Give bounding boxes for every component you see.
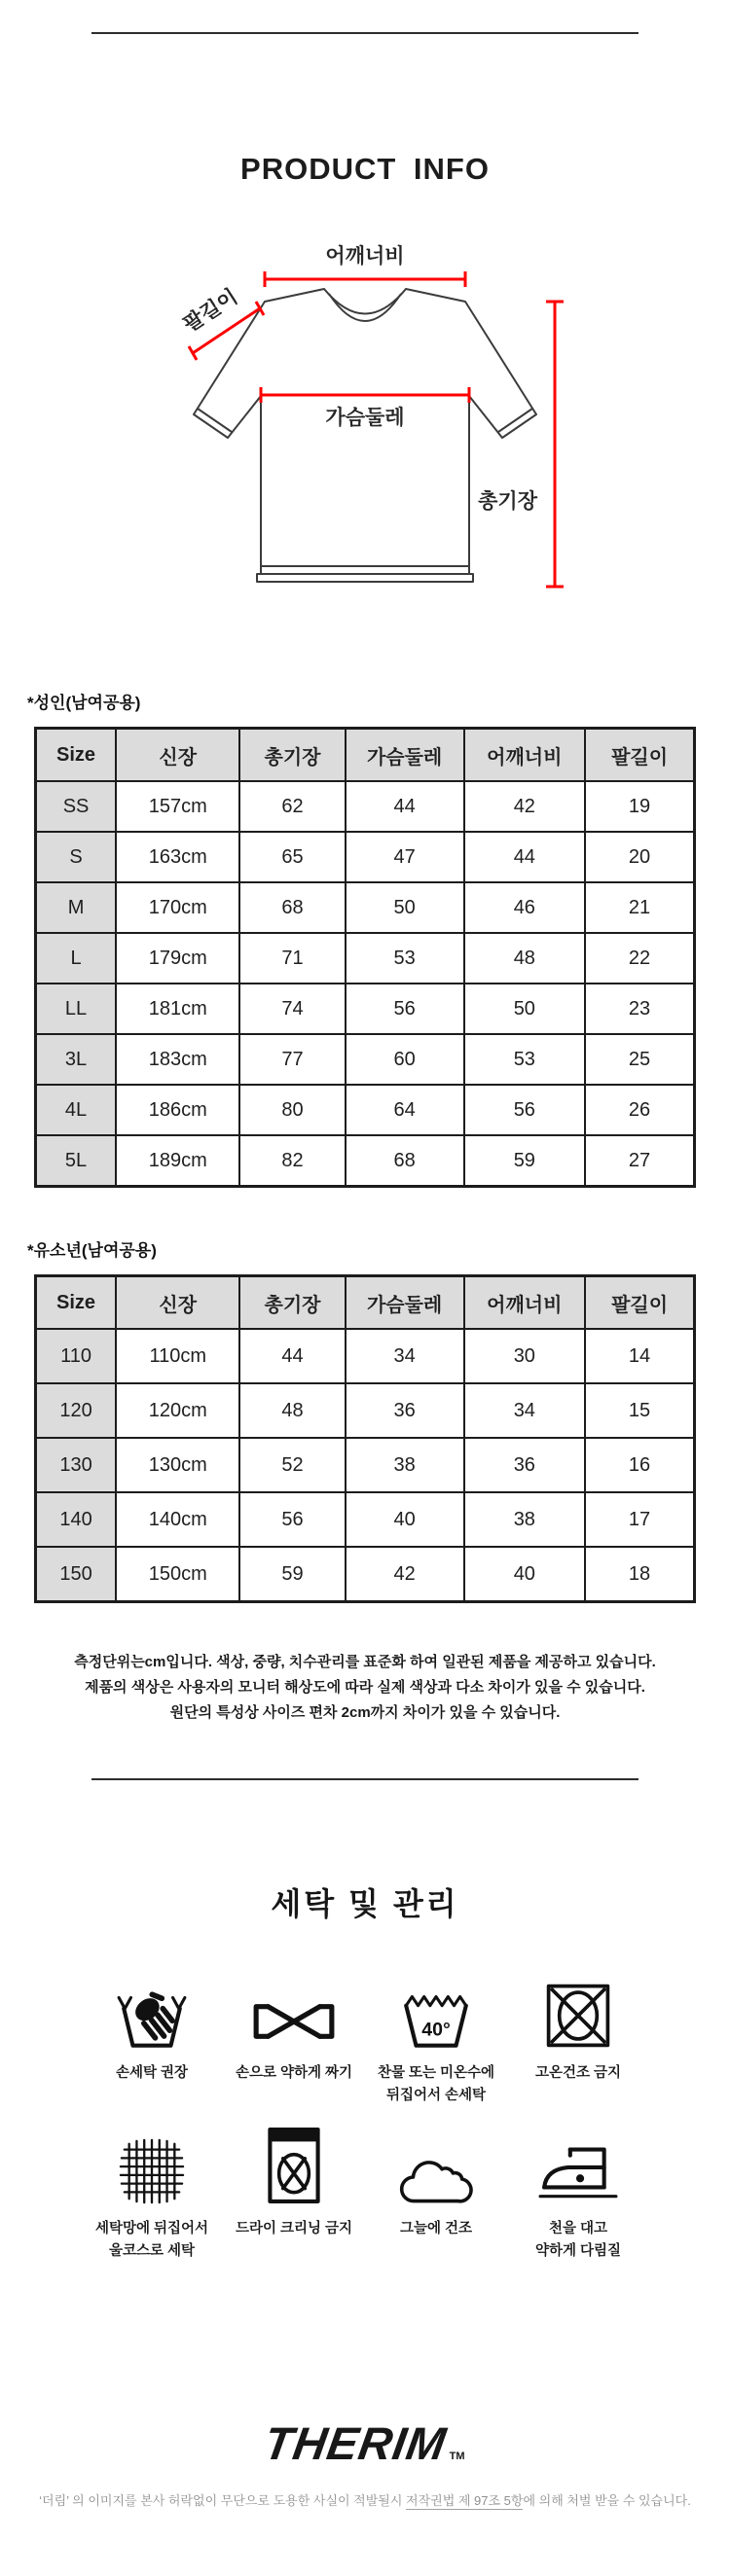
chest-label: 가슴둘레 xyxy=(325,407,405,429)
size-row xyxy=(36,1438,695,1492)
care-label: 손세탁 권장 xyxy=(115,2065,189,2082)
cell: 189cm xyxy=(116,1135,239,1187)
tshirt-diagram-svg xyxy=(0,224,730,632)
cell: 130 xyxy=(36,1438,117,1492)
section-divider xyxy=(91,1778,639,1780)
cell: 50 xyxy=(346,882,464,933)
cell: 74 xyxy=(239,984,345,1034)
cell: 38 xyxy=(346,1438,464,1492)
cell: 130cm xyxy=(116,1438,239,1492)
copyright-notice xyxy=(0,2492,730,2510)
cell: 44 xyxy=(346,781,464,832)
cell: 64 xyxy=(346,1085,464,1135)
laundry-net-icon xyxy=(81,2133,223,2205)
cell: 20 xyxy=(585,832,694,882)
cell: 56 xyxy=(239,1492,345,1547)
cell: 34 xyxy=(346,1329,464,1383)
cell: 42 xyxy=(346,1547,464,1602)
cell: 53 xyxy=(346,933,464,984)
col-header-chest: 가슴둘레 xyxy=(346,729,464,782)
cell: 150cm xyxy=(116,1547,239,1602)
note-line: 원단의 특성상 사이즈 편차 2cm까지 차이가 있을 수 있습니다. xyxy=(169,1704,561,1721)
adult-section-label: *성인(남여공용) xyxy=(27,694,141,712)
cell: 44 xyxy=(239,1329,345,1383)
brand-logo xyxy=(0,2417,730,2470)
cell: 36 xyxy=(346,1383,464,1438)
cell: 50 xyxy=(464,984,586,1034)
notice-text: 에 의해 처벌 받을 수 있습니다. xyxy=(523,2493,691,2509)
adult-size-table xyxy=(34,727,696,1188)
note-line: 제품의 색상은 사용자의 모니터 해상도에 따라 실제 색상과 다소 차이가 있을 수 있습니다. xyxy=(85,1679,645,1696)
shoulder-width-label: 어깨너비 xyxy=(325,245,405,268)
cell: 80 xyxy=(239,1085,345,1135)
cell: 23 xyxy=(585,984,694,1034)
header-row xyxy=(36,729,695,782)
care-label: 천을 대고 약하게 다림질 xyxy=(534,2221,622,2259)
size-row xyxy=(36,1034,695,1085)
cell: 140cm xyxy=(116,1492,239,1547)
cell: 4L xyxy=(36,1085,117,1135)
youth-section-label: *유소년(남여공용) xyxy=(27,1241,157,1260)
cell: 40 xyxy=(346,1492,464,1547)
measurement-notes xyxy=(0,1650,730,1726)
col-header-shoulder: 어깨너비 xyxy=(464,729,586,782)
cell: 65 xyxy=(239,832,345,882)
tshirt-outline xyxy=(194,289,536,582)
cell: 40 xyxy=(464,1547,586,1602)
cell: 56 xyxy=(464,1085,586,1135)
care-label: 고온건조 금지 xyxy=(534,2065,622,2082)
top-divider xyxy=(91,32,639,34)
cell: 34 xyxy=(464,1383,586,1438)
col-header-height: 신장 xyxy=(116,729,239,782)
cell: LL xyxy=(36,984,117,1034)
wash-temp-text: 40° xyxy=(421,2019,451,2041)
cell: 48 xyxy=(464,933,586,984)
cell: 170cm xyxy=(116,882,239,933)
col-header-height: 신장 xyxy=(116,1276,239,1330)
care-instructions-grid xyxy=(81,1978,649,2262)
care-label: 드라이 크리닝 금지 xyxy=(235,2221,353,2237)
cell: 186cm xyxy=(116,1085,239,1135)
care-item xyxy=(507,2133,649,2262)
cell: 5L xyxy=(36,1135,117,1187)
cell: 3L xyxy=(36,1034,117,1085)
cell: 47 xyxy=(346,832,464,882)
cell: 62 xyxy=(239,781,345,832)
col-header-size: Size xyxy=(36,729,117,782)
cell: SS xyxy=(36,781,117,832)
sleeve-length-label: 팔길이 xyxy=(179,285,242,337)
cell: 18 xyxy=(585,1547,694,1602)
col-header-length: 총기장 xyxy=(239,1276,345,1330)
cell: 110 xyxy=(36,1329,117,1383)
shade-dry-icon xyxy=(365,2133,507,2205)
trademark-mark: TM xyxy=(449,2451,465,2463)
cell: 120 xyxy=(36,1383,117,1438)
size-row xyxy=(36,933,695,984)
cell: 157cm xyxy=(116,781,239,832)
page-title: PRODUCT INFO xyxy=(240,152,490,186)
col-header-size: Size xyxy=(36,1276,117,1330)
cell: 110cm xyxy=(116,1329,239,1383)
hand-wash-icon xyxy=(81,1978,223,2050)
cell: 71 xyxy=(239,933,345,984)
cell: S xyxy=(36,832,117,882)
no-high-heat-dry-icon xyxy=(507,1978,649,2050)
care-item xyxy=(365,2133,507,2262)
no-dry-clean-icon xyxy=(223,2133,365,2205)
size-row xyxy=(36,1383,695,1438)
cell: 59 xyxy=(464,1135,586,1187)
cell: 15 xyxy=(585,1383,694,1438)
cell: 25 xyxy=(585,1034,694,1085)
size-row xyxy=(36,882,695,933)
cell: 22 xyxy=(585,933,694,984)
cell: 19 xyxy=(585,781,694,832)
cell: 30 xyxy=(464,1329,586,1383)
care-label: 손으로 약하게 짜기 xyxy=(235,2065,353,2082)
cell: 52 xyxy=(239,1438,345,1492)
cell: 53 xyxy=(464,1034,586,1085)
col-header-length: 총기장 xyxy=(239,729,345,782)
brand-logo-text: THERIM xyxy=(261,2417,451,2470)
cell: M xyxy=(36,882,117,933)
total-length-label: 총기장 xyxy=(478,490,537,513)
cell: 60 xyxy=(346,1034,464,1085)
cell: 44 xyxy=(464,832,586,882)
size-row xyxy=(36,1329,695,1383)
col-header-sleeve: 팔길이 xyxy=(585,729,694,782)
note-line: 측정단위는cm입니다. 색상, 중량, 치수관리를 표준화 하여 일관된 제품을 제공하고 있습니다. xyxy=(74,1654,656,1670)
tshirt-measurement-diagram xyxy=(0,224,730,632)
cell: 36 xyxy=(464,1438,586,1492)
cell: 82 xyxy=(239,1135,345,1187)
cell: 21 xyxy=(585,882,694,933)
cell: 181cm xyxy=(116,984,239,1034)
cell: 16 xyxy=(585,1438,694,1492)
col-header-shoulder: 어깨너비 xyxy=(464,1276,586,1330)
cell: 77 xyxy=(239,1034,345,1085)
notice-text: ‘더림’ 의 이미지를 본사 허락없이 무단으로 도용한 사실이 적발될시 xyxy=(39,2493,407,2509)
care-label: 세탁망에 뒤집어서 울코스로 세탁 xyxy=(94,2221,209,2259)
notice-underlined-text: 저작권법 제 97조 5항 xyxy=(406,2493,524,2509)
cell: 27 xyxy=(585,1135,694,1187)
care-label: 그늘에 건조 xyxy=(399,2221,473,2237)
cell: 38 xyxy=(464,1492,586,1547)
size-row xyxy=(36,832,695,882)
cell: 179cm xyxy=(116,933,239,984)
cell: 140 xyxy=(36,1492,117,1547)
cell: 183cm xyxy=(116,1034,239,1085)
youth-size-table xyxy=(34,1274,696,1603)
care-label: 찬물 또는 미온수에 뒤집어서 손세탁 xyxy=(377,2065,495,2103)
care-item xyxy=(223,1978,365,2106)
cell: 17 xyxy=(585,1492,694,1547)
cell: 42 xyxy=(464,781,586,832)
col-header-chest: 가슴둘레 xyxy=(346,1276,464,1330)
wring-icon xyxy=(223,1978,365,2050)
wash-40-icon xyxy=(365,1978,507,2050)
cell: 48 xyxy=(239,1383,345,1438)
cell: 150 xyxy=(36,1547,117,1602)
cell: 26 xyxy=(585,1085,694,1135)
iron-icon xyxy=(507,2133,649,2205)
header-row xyxy=(36,1276,695,1330)
size-row xyxy=(36,1085,695,1135)
size-row xyxy=(36,781,695,832)
size-row xyxy=(36,984,695,1034)
col-header-sleeve: 팔길이 xyxy=(585,1276,694,1330)
care-item xyxy=(223,2133,365,2262)
care-section-title: 세탁 및 관리 xyxy=(271,1886,459,1921)
cell: 120cm xyxy=(116,1383,239,1438)
cell: 68 xyxy=(239,882,345,933)
cell: L xyxy=(36,933,117,984)
cell: 163cm xyxy=(116,832,239,882)
care-item xyxy=(507,1978,649,2106)
size-row xyxy=(36,1547,695,1602)
cell: 46 xyxy=(464,882,586,933)
care-item xyxy=(81,1978,223,2106)
size-row xyxy=(36,1135,695,1187)
cell: 59 xyxy=(239,1547,345,1602)
cell: 14 xyxy=(585,1329,694,1383)
care-item xyxy=(81,2133,223,2262)
cell: 56 xyxy=(346,984,464,1034)
cell: 68 xyxy=(346,1135,464,1187)
size-row xyxy=(36,1492,695,1547)
care-item xyxy=(365,1978,507,2106)
